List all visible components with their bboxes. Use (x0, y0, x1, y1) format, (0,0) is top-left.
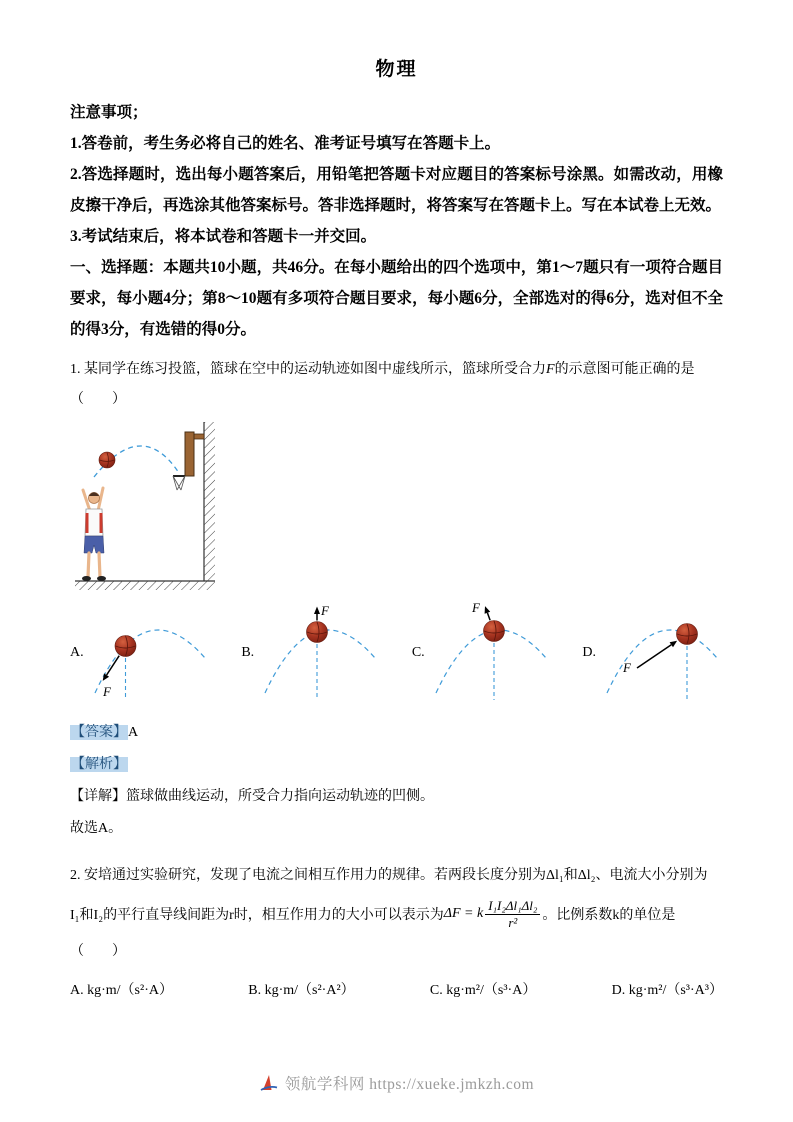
q1-conclusion: 故选A。 (70, 821, 123, 836)
site-logo-icon (259, 1073, 279, 1093)
notice-item-2: 2.答选择题时，选出每小题答案后，用铅笔把答题卡对应题目的答案标号涂黑。如需改动，用橡皮擦干净后，再选涂其他答案标号。答非选择题时，将答案写在答题卡上。写在本试卷上无效。 (70, 166, 723, 214)
force-label: F (471, 603, 480, 615)
q2-option-c: C. kg·m²/（s³·A） (429, 983, 537, 998)
q1-stem-var-F: F (546, 362, 555, 377)
q1-option-c (412, 603, 552, 703)
q2-option-a: A. kg·m/（s²·A） (70, 983, 173, 998)
q2-stem-text-b: 。比例系数k的单位是 (542, 908, 676, 923)
q1-analysis-line (70, 749, 723, 781)
notice-item-3: 3.考试结束后，将本试卷和答题卡一并交回。 (70, 228, 377, 245)
force-label: F (321, 603, 330, 618)
force-arrow (484, 606, 490, 620)
force-arrow (102, 656, 119, 681)
q1-option-a-label: A. (70, 645, 84, 660)
page-footer (0, 1072, 793, 1094)
q1-figure-drawing (72, 419, 222, 591)
q1-stem-text-b: 的示意图可能正确的是 (554, 362, 695, 377)
q1-stem (70, 355, 723, 385)
q1-option-c-diagram (428, 603, 552, 703)
q1-options (70, 603, 723, 703)
q2-stem-line2 (70, 891, 723, 937)
wall-hatching (204, 422, 215, 581)
player-shorts (84, 536, 104, 553)
footer-site-link[interactable]: 领航学科网 https://xueke.jmkzh.com (284, 1076, 535, 1093)
player-shoe-right (97, 576, 106, 581)
q1-option-d (582, 603, 723, 703)
player (82, 488, 106, 581)
question-1 (70, 355, 723, 845)
detail-tag: 【详解】 (70, 789, 126, 804)
q2-option-d: D. kg·m²/（s³·A³） (611, 983, 723, 998)
jersey-trim-right (100, 513, 103, 533)
basketball (483, 621, 504, 642)
q2-formula-denominator: r² (508, 914, 518, 930)
q1-option-a-diagram (87, 603, 211, 703)
detail-text: 篮球做曲线运动，所受合力指向运动轨迹的凹侧。 (126, 789, 434, 804)
section-heading: 一、选择题：本题共10小题，共46分。在每小题给出的四个选项中，第1～7题只有一项符合题目要求，每小题4分；第8～10题有多项符合题目要求，每小题6分，全部选对的得6分，选对但不全的得3分，有选错的得0分。 (70, 259, 723, 338)
q1-answer-paren: （ ） (70, 392, 126, 407)
jersey-trim-left (86, 513, 89, 533)
notice-item-1: 1.答卷前，考生务必将自己的姓名、准考证号填写在答题卡上。 (70, 135, 501, 152)
force-arrow (314, 607, 320, 621)
player-hair (89, 492, 99, 496)
q2-options (70, 979, 723, 999)
answer-tag: 【答案】 (71, 725, 127, 740)
force-arrow (637, 641, 677, 668)
q1-option-b-diagram (257, 603, 381, 703)
q1-option-a (70, 603, 211, 703)
q2-stem-text-a: I₁和I₂的平行直导线间距为r时，相互作用力的大小可以表示为 (70, 908, 444, 923)
q2-option-b: B. kg·m/（s²·A²） (248, 983, 355, 998)
q1-option-d-label: D. (582, 645, 596, 660)
analysis-tag: 【解析】 (71, 757, 127, 772)
q1-answer-line (70, 717, 723, 749)
backboard-support (194, 434, 204, 439)
q1-option-c-label: C. (411, 645, 425, 660)
force-label: F (102, 684, 111, 699)
q2-formula-numerator: I₁I₂Δl₁Δl₂ (485, 898, 540, 915)
basketball (99, 452, 115, 468)
notice-heading: 注意事项； (70, 104, 148, 121)
q1-option-b-label: B. (241, 645, 255, 660)
q1-figure (72, 419, 723, 591)
q1-option-d-diagram (599, 603, 723, 703)
q2-formula-lhs: ΔF = k (443, 906, 484, 921)
backboard (185, 432, 194, 476)
player-shoe-left (82, 576, 91, 581)
basketball (115, 636, 136, 657)
q1-detail-line (70, 781, 723, 813)
basketball (677, 624, 698, 645)
basketball (307, 622, 328, 643)
q2-formula-fraction (485, 898, 540, 930)
answer-value: A (128, 725, 139, 740)
ground-hatching (75, 581, 215, 590)
page-title: 物理 (375, 59, 418, 80)
question-2 (70, 861, 723, 999)
player-legs (88, 553, 100, 577)
hoop-net (173, 476, 185, 490)
q1-stem-text-a: 1. 某同学在练习投篮，篮球在空中的运动轨迹如图中虚线所示，篮球所受合力 (70, 362, 546, 377)
trajectory-path (95, 630, 205, 693)
q1-option-b (241, 603, 381, 703)
q2-stem-line1: 2. 安培通过实验研究，发现了电流之间相互作用力的规律。若两段长度分别为Δl₁和Δl₂、电流大小分别为 (70, 868, 708, 883)
q2-answer-paren: （ ） (70, 944, 126, 959)
force-label: F (623, 660, 631, 675)
